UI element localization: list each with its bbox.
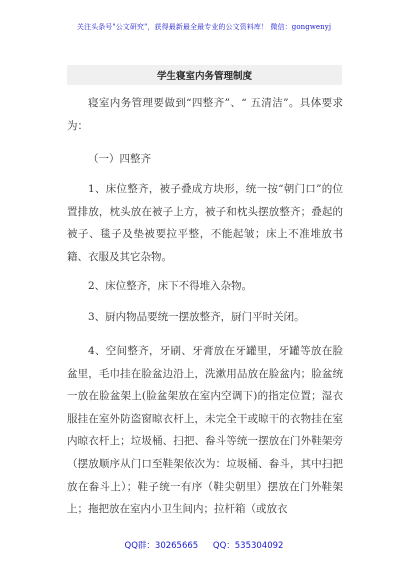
paragraph-3: 3、厨内物品要统一摆放整齐，厨门平时关闭。 (88, 311, 305, 323)
paragraph-2: 2、床位整齐，床下不得堆入杂物。 (88, 280, 253, 292)
footer-qq-group: QQ群：30265665 (124, 541, 199, 551)
section-heading: （一）四整齐 (88, 153, 151, 165)
footer-qq: QQ：535304092 (212, 541, 284, 551)
header-banner: 关注头条号"公文研究"，获得最新最全最专业的公文资料库！ 微信：gongwenyj (76, 23, 332, 31)
paragraph-1: 1、床位整齐，被子叠成方块形，统一按“朝门口”的位置排放，枕头放在被子上方，被子和枕头摆放整齐；叠起的被子、毯子及垫被要拉平整，不能起皱；床上不准堆放书籍、衣服及其它杂物。 (67, 183, 343, 263)
document-title: 学生寝室内务管理制度 (156, 71, 252, 82)
intro-paragraph: 寝室内务管理要做到“四整齐”、“ 五清洁”。具体要求为： (67, 97, 343, 132)
paragraph-4: 4、空间整齐，牙刷、牙膏放在牙罐里，牙罐等放在脸盆里，毛巾挂在脸盆边沿上，洗漱用品放在脸盆内；脸盆统一放在脸盆架上(脸盆架放在室内空调下)的指定位置；湿衣服挂在室外防盗窗晾衣杆上，未完全干或晾干的衣物挂在室内晾衣杆上；垃圾桶、扫把、畚斗等统一摆放在门外鞋架旁（摆放顺序从门口至鞋架依次为：垃圾桶、畚斗，其中扫把放在畚斗上）；鞋子统一有序（鞋尖朝里）摆放在门外鞋架上；拖把放在室内小卫生间内；拉杆箱（或放衣 (67, 345, 343, 516)
footer-contact (0, 539, 408, 551)
